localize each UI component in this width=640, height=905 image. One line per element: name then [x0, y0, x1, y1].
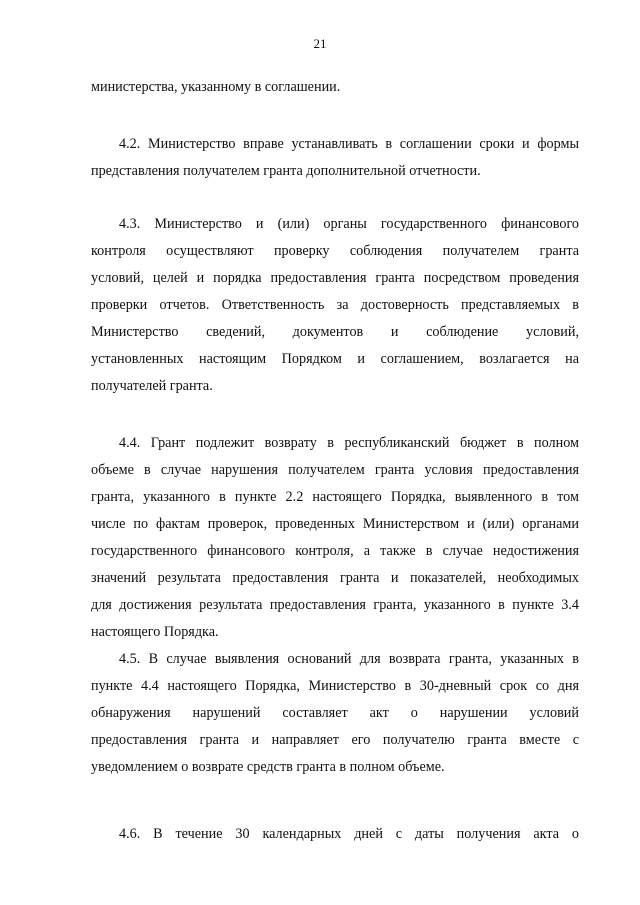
paragraph-4-5-line-4: предоставления гранта и направляет его получателю гранта вместе с	[91, 732, 579, 748]
paragraph-4-2-line-1: 4.2. Министерство вправе устанавливать в соглашении сроки и формы	[119, 136, 579, 152]
paragraph-4-5-line-1: 4.5. В случае выявления оснований для возврата гранта, указанных в	[119, 651, 579, 667]
paragraph-4-1-end-line: министерства, указанному в соглашении.	[91, 79, 341, 95]
paragraph-4-3-line-6: установленных настоящим Порядком и соглашением, возлагается на	[91, 351, 579, 367]
paragraph-4-3-line-3: условий, целей и порядка предоставления гранта посредством проведения	[91, 270, 579, 286]
paragraph-4-4-line-1: 4.4. Грант подлежит возврату в республиканский бюджет в полном	[119, 435, 579, 451]
paragraph-4-5-line-2: пункте 4.4 настоящего Порядка, Министерство в 30-дневный срок со дня	[91, 678, 579, 694]
paragraph-4-3-line-4: проверки отчетов. Ответственность за достоверность представляемых в	[91, 297, 579, 313]
paragraph-4-3-line-7: получателей гранта.	[91, 378, 213, 394]
paragraph-4-3-line-1: 4.3. Министерство и (или) органы государственного финансового	[119, 216, 579, 232]
paragraph-4-4-line-6: значений результата предоставления гранта и показателей, необходимых	[91, 570, 579, 586]
paragraph-4-3-line-2: контроля осуществляют проверку соблюдения получателем гранта	[91, 243, 579, 259]
paragraph-4-5-line-3: обнаружения нарушений составляет акт о нарушении условий	[91, 705, 579, 721]
paragraph-4-5-line-5: уведомлением о возврате средств гранта в полном объеме.	[91, 759, 445, 775]
paragraph-4-3-line-5: Министерство сведений, документов и соблюдение условий,	[91, 324, 579, 340]
paragraph-4-4-line-7: для достижения результата предоставления гранта, указанного в пункте 3.4	[91, 597, 579, 613]
paragraph-4-4-line-8: настоящего Порядка.	[91, 624, 219, 640]
paragraph-4-4-line-4: числе по фактам проверок, проведенных Министерством и (или) органами	[91, 516, 579, 532]
paragraph-4-2-line-2: представления получателем гранта дополнительной отчетности.	[91, 163, 481, 179]
paragraph-4-6-line-1: 4.6. В течение 30 календарных дней с даты получения акта о	[119, 826, 579, 842]
paragraph-4-4-line-2: объеме в случае нарушения получателем гранта условия предоставления	[91, 462, 579, 478]
paragraph-4-4-line-3: гранта, указанного в пункте 2.2 настоящего Порядка, выявленного в том	[91, 489, 579, 505]
page-number: 21	[313, 36, 327, 51]
paragraph-4-4-line-5: государственного финансового контроля, а также в случае недостижения	[91, 543, 579, 559]
